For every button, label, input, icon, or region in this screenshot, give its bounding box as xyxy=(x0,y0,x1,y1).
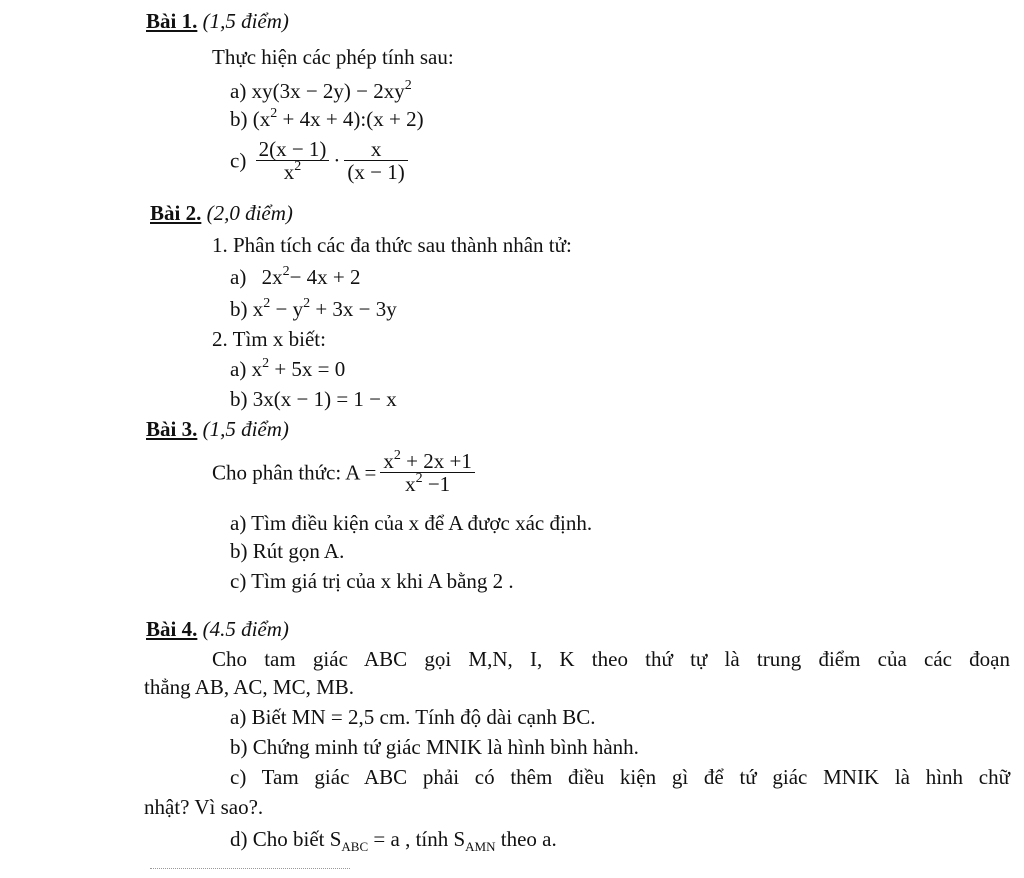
bai2-b-mid: − y xyxy=(270,297,304,321)
bai1-item-c xyxy=(230,138,412,183)
bai1-c-fraction2 xyxy=(344,138,407,183)
bai2-b-x: x xyxy=(252,297,264,321)
bai4-d-mid: = a , tính S xyxy=(368,827,466,851)
bai2-b-exp2: 2 xyxy=(303,296,311,311)
bai3-num-x: x xyxy=(383,449,394,473)
bai2-item-d xyxy=(230,386,397,412)
bai4-item-b: b) Chứng minh tứ giác MNIK là hình bình hành. xyxy=(230,735,639,759)
bai1-c-label: c) xyxy=(230,148,247,173)
bai4-heading xyxy=(146,616,289,642)
bai4-item-c-line1: c) Tam giác ABC phải có thêm điều kiện gì để tứ giác MNIK là hình chữ xyxy=(230,765,1010,789)
bai3-item-c: c) Tìm giá trị của x khi A bằng 2 . xyxy=(230,569,514,593)
bai4-d-post: theo a. xyxy=(495,827,557,851)
bai2-c-exp: 2 xyxy=(262,356,270,371)
bai3-numerator xyxy=(380,450,474,473)
bai1-item-a xyxy=(230,78,412,104)
bai3-num-post: + 2x +1 xyxy=(400,449,472,473)
bai2-a-label: a) xyxy=(230,265,247,289)
bai1-c-fraction1 xyxy=(256,138,330,183)
bai2-a-exp: 2 xyxy=(282,264,290,279)
bai2-part1: 1. Phân tích các đa thức sau thành nhân tử: xyxy=(212,233,572,257)
bai1-b-pre: (x xyxy=(252,107,271,131)
bai3-den-exp: 2 xyxy=(415,471,423,486)
bai2-c-post: + 5x = 0 xyxy=(269,357,346,381)
bai3-title: Bài 3. xyxy=(146,417,198,441)
bai3-num-exp: 2 xyxy=(393,448,401,463)
bai2-c-x: x xyxy=(251,357,263,381)
bai2-c-label: a) xyxy=(230,357,247,381)
bottom-divider xyxy=(150,868,350,869)
bai2-item-b xyxy=(230,296,397,322)
bai1-b-exp: 2 xyxy=(270,106,278,121)
bai2-a-post: − 4x + 2 xyxy=(289,265,361,289)
bai1-heading xyxy=(146,8,289,34)
bai3-item-b: b) Rút gọn A. xyxy=(230,539,345,563)
bai2-b-exp1: 2 xyxy=(263,296,271,311)
bai2-d-expr: 3x(x − 1) = 1 − x xyxy=(252,387,397,411)
bai4-item-a: a) Biết MN = 2,5 cm. Tính độ dài cạnh BC. xyxy=(230,705,596,729)
bai1-c-den1-base: x xyxy=(283,160,295,184)
bai1-c-den1 xyxy=(256,161,330,183)
bai1-c-num2: x xyxy=(344,138,407,161)
bai2-item-a xyxy=(230,264,361,290)
bai1-item-b xyxy=(230,106,424,132)
bai2-points: (2,0 điểm) xyxy=(206,201,293,225)
bai4-points: (4.5 điểm) xyxy=(202,617,289,641)
bai1-a-expr: xy(3x − 2y) − 2xy xyxy=(251,79,405,103)
bai4-title: Bài 4. xyxy=(146,617,198,641)
bai2-heading xyxy=(150,200,293,226)
bai3-intro: Cho phân thức: A = xyxy=(212,460,377,485)
bai2-d-label: b) xyxy=(230,387,248,411)
bai3-fraction xyxy=(380,450,474,495)
bai1-c-den2: (x − 1) xyxy=(347,160,405,184)
bai1-title: Bài 1. xyxy=(146,9,198,33)
bai2-b-post: + 3x − 3y xyxy=(310,297,397,321)
bai4-item-d xyxy=(230,826,557,852)
bai1-points: (1,5 điểm) xyxy=(202,9,289,33)
bai3-intro-line xyxy=(212,450,479,495)
bai2-item-c xyxy=(230,356,345,382)
bai1-b-label: b) xyxy=(230,107,248,131)
bai2-part2: 2. Tìm x biết: xyxy=(212,327,326,351)
bai1-b-post: + 4x + 4):(x + 2) xyxy=(277,107,424,131)
bai4-intro-line2: thẳng AB, AC, MC, MB. xyxy=(144,675,355,699)
bai4-d-sub1: ABC xyxy=(341,839,369,854)
bai1-a-exp: 2 xyxy=(404,78,412,93)
bai3-item-a: a) Tìm điều kiện của x để A được xác định. xyxy=(230,511,593,535)
bai3-den-post: −1 xyxy=(422,472,451,496)
bai2-title: Bài 2. xyxy=(150,201,202,225)
bai1-c-num1: 2(x − 1) xyxy=(256,138,330,161)
bai2-b-label: b) xyxy=(230,297,248,321)
bai1-c-den1-exp: 2 xyxy=(294,159,302,174)
bai4-item-c-line2: nhật? Vì sao?. xyxy=(144,795,264,819)
bai1-intro: Thực hiện các phép tính sau: xyxy=(212,45,454,69)
bai1-c-dot: · xyxy=(333,148,341,173)
bai3-den-x: x xyxy=(405,472,416,496)
bai4-intro-line1: Cho tam giác ABC gọi M,N, I, K theo thứ tự là trung điểm của các đoạn xyxy=(212,647,1010,671)
bai4-d-sub2: AMN xyxy=(465,839,496,854)
bai2-a-pre: 2x xyxy=(261,265,283,289)
bai4-d-pre: d) Cho biết S xyxy=(230,827,342,851)
bai3-points: (1,5 điểm) xyxy=(202,417,289,441)
bai3-denominator xyxy=(380,473,474,495)
bai3-heading xyxy=(146,416,289,442)
bai1-a-label: a) xyxy=(230,79,247,103)
